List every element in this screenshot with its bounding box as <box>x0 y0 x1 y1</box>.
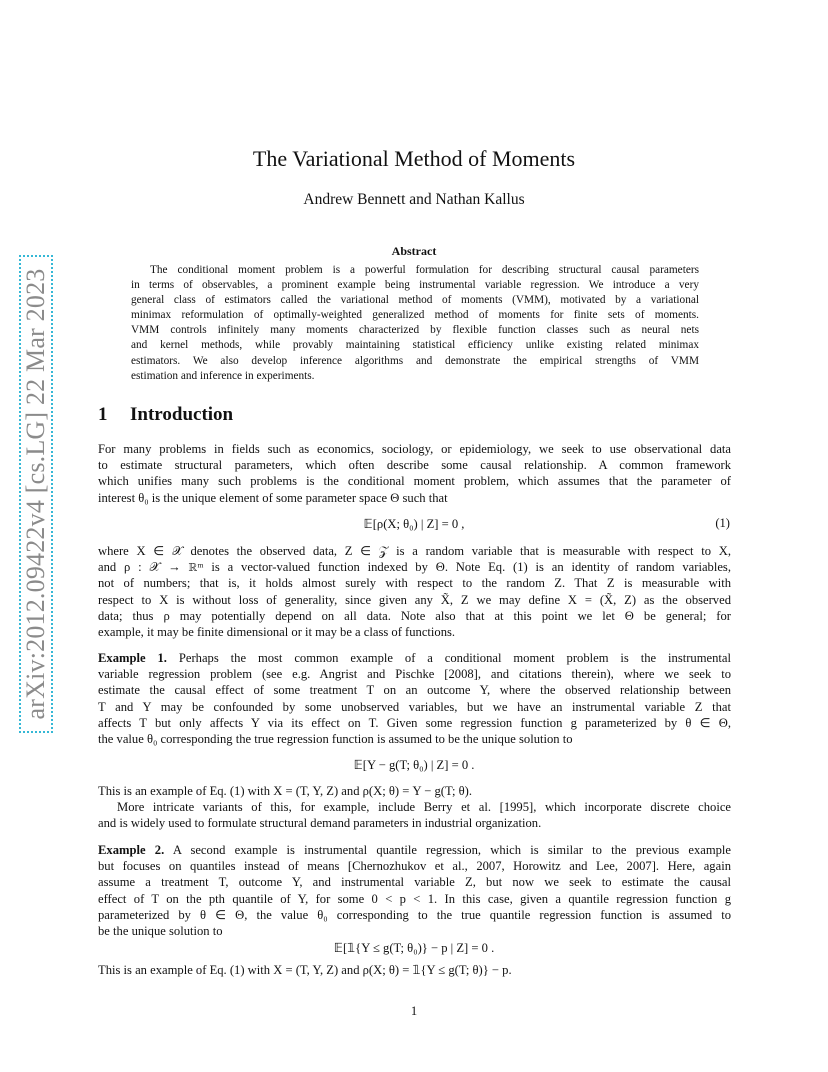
abstract-line: in terms of observables, a prominent example being instrumental variable regression. We introduce a very <box>131 279 699 292</box>
abstract-heading: Abstract <box>391 244 437 258</box>
text-line: For many problems in fields such as economics, sociology, or epidemiology, we seek to use observational data <box>98 442 731 456</box>
text-line: affects T but only affects Y via its effect on T. Given some regression function g parameterized by θ ∈ Θ, <box>98 715 731 730</box>
text-line: but focuses on quantiles instead of means [Chernozhukov et al., 2007, Horowitz and Lee, 2007]. Here, again <box>98 859 731 874</box>
section-heading <box>98 404 233 426</box>
intro-paragraph <box>98 441 731 506</box>
text-line: More intricate variants of this, for example, include Berry et al. [1995], which incorporate discrete choice <box>117 800 731 815</box>
abstract-line: general class of estimators called the variational method of moments (VMM), motivated by a variational <box>131 294 699 307</box>
abstract-line: estimators. We also develop inference algorithms and demonstrate the empirical strengths of VMM <box>131 354 699 367</box>
text-line: and is widely used to formulate structural demand parameters in industrial organization. <box>98 816 542 831</box>
text-line <box>98 650 731 666</box>
text-line: variable regression problem (see e.g. Angrist and Pischke [2008], and citations therein), where we seek to <box>98 667 731 682</box>
abstract-line: estimation and inference in experiments. <box>131 369 315 382</box>
abstract-line: and kernel methods, while provably maintaining statistical efficiency unlike existing related minimax <box>131 339 699 352</box>
text-line <box>98 842 731 858</box>
text-line: interest θ₀ is the unique element of some parameter space Θ such that <box>98 490 448 505</box>
text-line: data; thus ρ may potentially depend on all data. Note also that at this point we let Θ be general; for <box>98 608 731 623</box>
example-2-continued <box>98 962 731 978</box>
text-line: be the unique solution to <box>98 924 223 939</box>
abstract-body <box>131 263 699 384</box>
example-2 <box>98 842 731 939</box>
text-line: example, it may be finite dimensional or it may be a class of functions. <box>98 625 456 640</box>
text-line: and ρ : 𝒳 → ℝᵐ is a vector-valued function indexed by Θ. Note Eq. (1) is an identity of random variables, <box>98 560 731 575</box>
abstract-line: VMM controls infinitely many moments characterized by flexible function classes such as neural nets <box>131 324 699 337</box>
text-line: respect to X is without loss of generality, since given any X̃, Z we may define X = (X̃, Z) as the observed <box>98 592 731 607</box>
section-title: Introduction <box>130 404 234 425</box>
equation-1-number: (1) <box>715 516 730 530</box>
abstract-line: minimax reformulation of optimally-weighted generalized method of moments for finite sets of moments. <box>131 309 699 322</box>
example-1-continued <box>98 783 731 832</box>
text-line: to estimate structural parameters, which often describe some causal relationship. A common framework <box>98 458 731 473</box>
example-2-text: A second example is instrumental quantile regression, which is similar to the previous example <box>172 843 732 857</box>
example-2-label: Example 2. <box>98 843 165 857</box>
example-1-label: Example 1. <box>98 651 167 665</box>
equation-example-2: 𝔼[𝟙{Y ≤ g(T; θ₀)} − p | Z] = 0 . <box>333 941 495 955</box>
text-line: assume a treatment T, outcome Y, and instrumental variable Z, but now we seek to estimate the causal <box>98 875 731 890</box>
text-line: the value θ₀ corresponding the true regression function is assumed to be the unique solution to <box>98 732 573 747</box>
text-line: This is an example of Eq. (1) with X = (T, Y, Z) and ρ(X; θ) = 𝟙{Y ≤ g(T; θ)} − p. <box>98 963 512 977</box>
example-1-text: Perhaps the most common example of a conditional moment problem is the instrumental <box>178 651 731 665</box>
text-line: parameterized by θ ∈ Θ, the value θ₀ corresponding to the true quantile regression function is assumed to <box>98 907 731 922</box>
section-number: 1 <box>98 404 108 425</box>
arxiv-identifier: arXiv:2012.09422v4 [cs.LG] 22 Mar 2023 <box>21 268 50 720</box>
text-line: where X ∈ 𝒳 denotes the observed data, Z ∈ 𝒵 is a random variable that is measurable with respect to X, <box>98 544 731 558</box>
paper-authors: Andrew Bennett and Nathan Kallus <box>303 191 525 208</box>
paragraph-2 <box>98 543 731 640</box>
page-number: 1 <box>410 1004 418 1018</box>
text-line: not of numbers; that is, it holds almost surely with respect to the random Z. That Z is measurable with <box>98 576 731 591</box>
text-line: which unifies many such problems is the conditional moment problem, which assumes that the parameter of <box>98 474 731 489</box>
text-line: estimate the causal effect of some treatment T on an outcome Y, where the observed relationship between <box>98 683 731 698</box>
abstract-line: The conditional moment problem is a powerful formulation for describing structural causal parameters <box>150 264 699 276</box>
text-line: This is an example of Eq. (1) with X = (T, Y, Z) and ρ(X; θ) = Y − g(T; θ). <box>98 784 473 798</box>
paper-title: The Variational Method of Moments <box>252 146 576 171</box>
text-line: T and Y may be confounded by some unobserved variables, but we have an instrumental variable Z that <box>98 699 731 714</box>
equation-example-1: 𝔼[Y − g(T; θ₀) | Z] = 0 . <box>353 758 475 772</box>
equation-1: 𝔼[ρ(X; θ₀) | Z] = 0 , <box>363 517 465 531</box>
example-1 <box>98 650 731 747</box>
text-line: effect of T on the pth quantile of Y, for some 0 < p < 1. In this case, given a quantile regression function g <box>98 891 731 906</box>
